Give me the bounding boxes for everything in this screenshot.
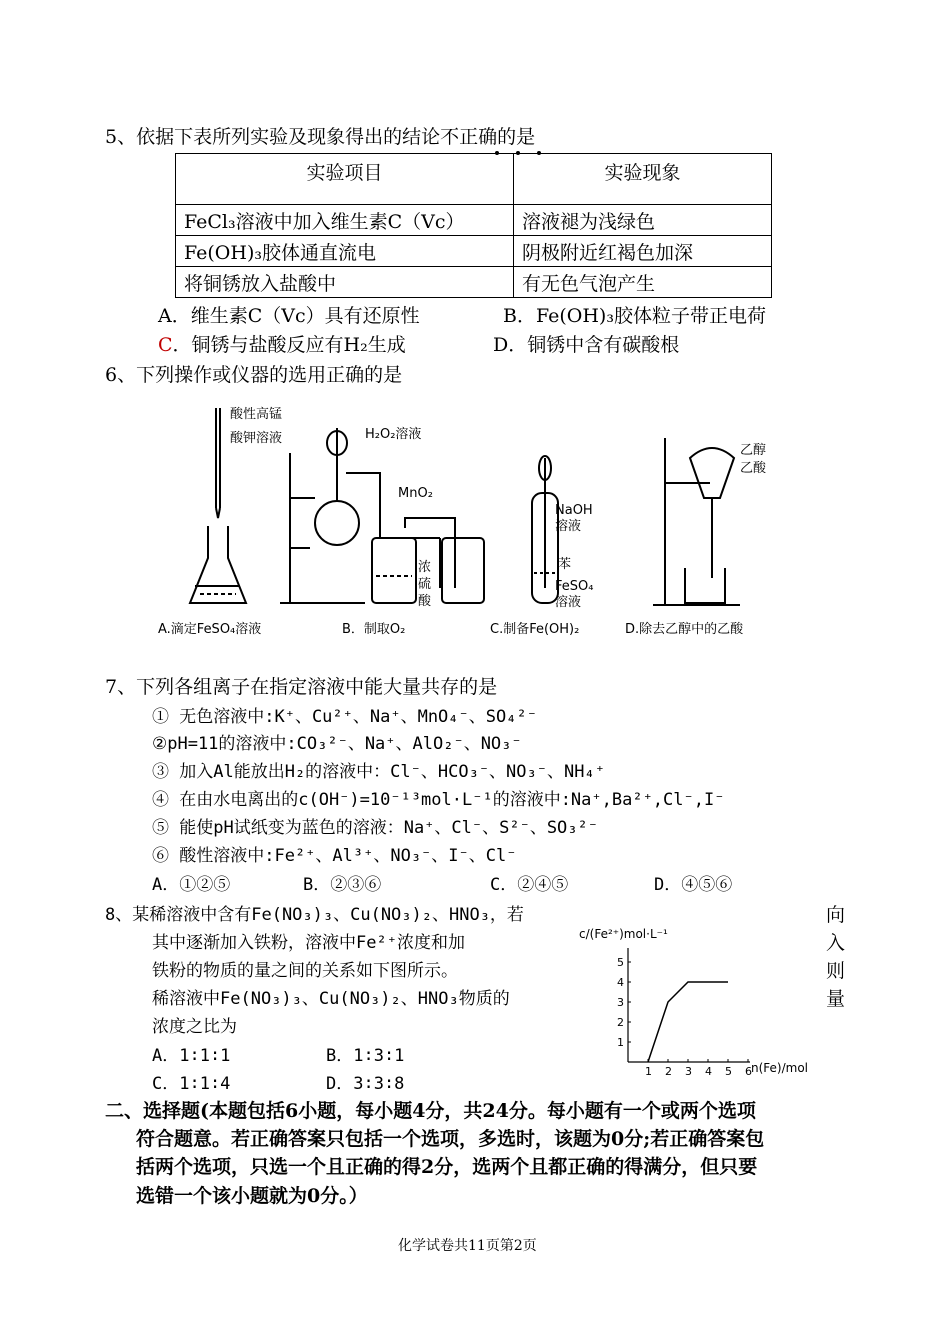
- q8-option-a: A．1∶1∶1: [152, 1046, 231, 1066]
- q8-option-d: D．3∶3∶8: [326, 1074, 405, 1094]
- x-tick-label: 4: [705, 1065, 712, 1078]
- beaker: [685, 568, 725, 603]
- caption-c: C.制备Fe(OH)₂: [490, 622, 580, 637]
- q8-option-b: B．1∶3∶1: [326, 1046, 405, 1066]
- q7-option-d: D．④⑤⑥: [654, 875, 733, 895]
- y-tick-label: 4: [617, 976, 624, 989]
- label-d: 乙酸: [740, 461, 767, 476]
- section2-line: 符合题意。若正确答案只包括一个选项，多选时，该题为0分;若正确答案包: [136, 1128, 765, 1150]
- y-tick-label: 2: [617, 1016, 624, 1029]
- label-a: 酸钾溶液: [230, 431, 283, 446]
- table-header: 实验现象: [514, 154, 772, 205]
- option-text: ．铜锈与盐酸反应有H₂生成: [172, 334, 406, 356]
- table-cell: 溶液褪为浅绿色: [514, 205, 772, 236]
- q5-option-b: B．Fe(OH)₃胶体粒子带正电荷: [503, 305, 766, 327]
- conical-flask: [190, 526, 246, 603]
- label-b: 硫: [418, 577, 432, 592]
- x-tick-label: 5: [725, 1065, 732, 1078]
- y-tick-label: 3: [617, 996, 624, 1009]
- label-b: H₂O₂溶液: [365, 427, 422, 442]
- x-tick-label: 2: [665, 1065, 672, 1078]
- q7-option-c: C．②④⑤: [490, 875, 569, 895]
- q7-item: ⑤ 能使pH试纸变为蓝色的溶液：Na⁺、Cl⁻、S²⁻、SO₃²⁻: [152, 818, 598, 838]
- experiment-table: [175, 153, 772, 298]
- caption-b: B．制取O₂: [342, 622, 406, 637]
- table-header: 实验项目: [176, 154, 514, 205]
- caption-d: D.除去乙醇中的乙酸: [625, 622, 744, 637]
- gas-bottle: [442, 538, 484, 603]
- label-b: 酸: [418, 594, 432, 609]
- q5-option-a: A．维生素C（Vc）具有还原性: [158, 305, 420, 327]
- q5-option-d: D．铜锈中含有碳酸根: [493, 334, 680, 356]
- q7-stem: 7、下列各组离子在指定溶液中能大量共存的是: [105, 676, 498, 698]
- table-cell: 将铜锈放入盐酸中: [176, 267, 514, 298]
- label-d: 乙醇: [740, 443, 767, 458]
- y-axis-label: c/(Fe²⁺)mol·L⁻¹: [579, 927, 668, 941]
- gas-bottle: [372, 538, 416, 603]
- q8-line: 浓度之比为: [152, 1017, 237, 1037]
- label-a: 酸性高锰: [230, 407, 283, 422]
- separatory-funnel: [690, 448, 734, 498]
- label-c: FeSO₄: [555, 579, 594, 594]
- q7-item: ① 无色溶液中:K⁺、Cu²⁺、Na⁺、MnO₄⁻、SO₄²⁻: [152, 707, 537, 727]
- q6-stem: 6、下列操作或仪器的选用正确的是: [105, 364, 403, 386]
- option-letter: C: [158, 334, 173, 356]
- q7-item: ②pH=11的溶液中:CO₃²⁻、Na⁺、AlO₂⁻、NO₃⁻: [152, 734, 522, 754]
- q7-item: ③ 加入Al能放出H₂的溶液中：Cl⁻、HCO₃⁻、NO₃⁻、NH₄⁺: [152, 762, 605, 782]
- q8-option-c: C．1∶1∶4: [152, 1074, 231, 1094]
- caption-a: A.滴定FeSO₄溶液: [158, 622, 262, 637]
- label-c: 溶液: [555, 595, 582, 610]
- x-tick-label: 1: [645, 1065, 652, 1078]
- label-c: 溶液: [555, 519, 582, 534]
- section2-line: 二、选择题(本题包括6小题，每小题4分，共24分。每小题有一个或两个选项: [105, 1100, 756, 1122]
- q8-right-char: 向: [826, 904, 846, 926]
- q8-right-char: 量: [826, 988, 846, 1010]
- section2-line: 括两个选项，只选一个且正确的得2分，选两个且都正确的得满分，但只要: [136, 1156, 758, 1178]
- label-c: 苯: [558, 557, 572, 572]
- x-axis-label: n(Fe)/mol: [751, 1061, 809, 1075]
- table-cell: 阴极附近红褐色加深: [514, 236, 772, 267]
- table-cell: FeCl₃溶液中加入维生素C（Vc）: [176, 205, 514, 236]
- q7-item: ④ 在由水电离出的c(OH⁻)=10⁻¹³mol·L⁻¹的溶液中:Na⁺,Ba²⁺,Cl⁻,I⁻: [152, 790, 725, 810]
- q7-option-a: A．①②⑤: [152, 875, 231, 895]
- fe-concentration-chart: [575, 920, 810, 1080]
- label-c: NaOH: [555, 503, 593, 518]
- q8-line: 铁粉的物质的量之间的关系如下图所示。: [152, 961, 458, 981]
- q7-option-b: B．②③⑥: [303, 875, 382, 895]
- q5-option-c: [158, 332, 406, 358]
- q7-item: ⑥ 酸性溶液中:Fe²⁺、Al³⁺、NO₃⁻、I⁻、Cl⁻: [152, 846, 517, 866]
- section2-line: 选错一个该小题就为0分。）: [136, 1185, 368, 1207]
- label-b: 浓: [418, 560, 432, 575]
- q8-right-char: 则: [826, 960, 846, 982]
- q8-line: 稀溶液中Fe(NO₃)₃、Cu(NO₃)₂、HNO₃物质的: [152, 989, 510, 1009]
- table-cell: 有无色气泡产生: [514, 267, 772, 298]
- series-line: [648, 982, 728, 1062]
- apparatus-figure: [150, 398, 800, 643]
- table-row: [176, 205, 772, 236]
- round-flask: [315, 501, 359, 545]
- q5-stem: 5、依据下表所列实验及现象得出的结论不正确的是: [105, 126, 536, 148]
- label-b: MnO₂: [398, 486, 433, 501]
- y-tick-label: 1: [617, 1036, 624, 1049]
- table-row: [176, 267, 772, 298]
- table-cell: Fe(OH)₃胶体通直流电: [176, 236, 514, 267]
- y-tick-label: 5: [617, 956, 624, 969]
- q8-line: 其中逐渐加入铁粉，溶液中Fe²⁺浓度和加: [152, 933, 465, 953]
- table-row: [176, 236, 772, 267]
- x-tick-label: 6: [745, 1065, 752, 1078]
- page-footer: 化学试卷共11页第2页: [398, 1238, 537, 1254]
- q8-right-char: 入: [826, 932, 846, 954]
- q8-line: 8、某稀溶液中含有Fe(NO₃)₃、Cu(NO₃)₂、HNO₃，若: [105, 905, 524, 925]
- x-tick-label: 3: [685, 1065, 692, 1078]
